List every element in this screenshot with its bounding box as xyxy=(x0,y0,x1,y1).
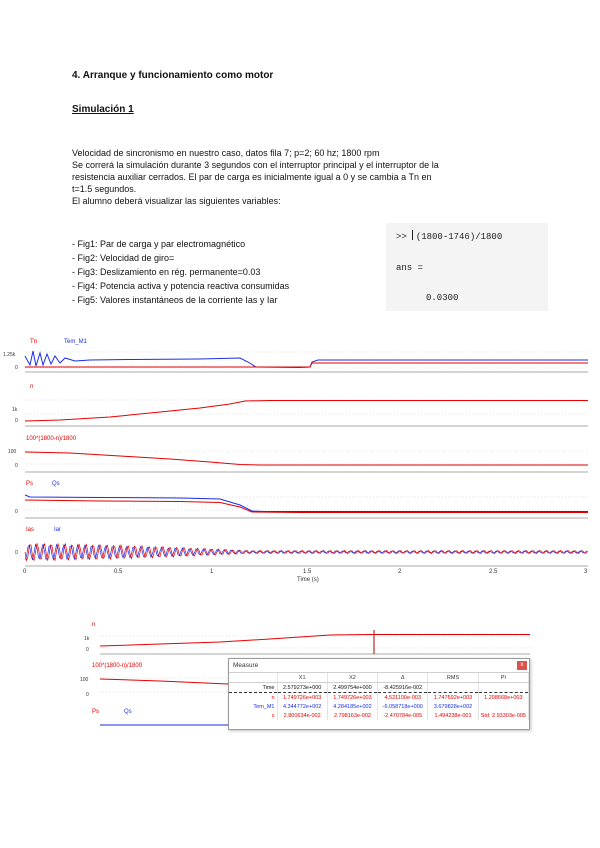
xtick-label: 2.5 xyxy=(489,569,498,575)
table-row[interactable] xyxy=(229,693,529,703)
ps-trace xyxy=(25,500,588,513)
table-cell: -6.058718e+000 xyxy=(378,702,428,711)
ytick-label: 1.25k xyxy=(3,352,16,358)
legend-tem: Tem_M1 xyxy=(64,339,88,345)
matlab-expression: (1800-1746)/1800 xyxy=(415,232,503,242)
panel-currents xyxy=(15,527,588,566)
measure-titlebar[interactable] xyxy=(229,659,529,673)
matlab-command-line xyxy=(396,230,502,242)
section-title: 4. Arranque y funcionamiento como motor xyxy=(72,70,274,81)
subtitle: Simulación 1 xyxy=(72,104,134,115)
legend-qs: Qs xyxy=(124,709,132,715)
ytick-label: 0 xyxy=(86,647,89,653)
xtick-label: 1.5 xyxy=(303,569,312,575)
ytick-label: 0 xyxy=(15,418,18,424)
text-cursor-icon xyxy=(412,230,413,240)
legend-iar: Iar xyxy=(54,527,62,533)
table-cell: 3.679828e+002 xyxy=(428,702,478,711)
matlab-prompt: >> xyxy=(396,232,407,242)
list-item: - Fig3: Deslizamiento en rég. permanente=0.03 xyxy=(72,267,261,277)
table-cell: 2.800634e-002 xyxy=(277,711,327,720)
table-cell: 2.798163e-002 xyxy=(327,711,377,720)
ytick-label: 1k xyxy=(84,636,90,642)
measure-dialog[interactable] xyxy=(228,658,530,730)
table-cell: Std: 2.93303e-005 xyxy=(478,711,528,720)
tem-trace xyxy=(25,351,588,368)
list-item: - Fig1: Par de carga y par electromagnético xyxy=(72,239,246,249)
close-icon[interactable]: x xyxy=(517,661,527,670)
qs-trace xyxy=(25,495,588,512)
paragraph-line: t=1.5 segundos. xyxy=(72,184,137,194)
col-header: RMS xyxy=(428,673,478,683)
col-header: PI xyxy=(478,673,528,683)
measure-table xyxy=(229,673,529,720)
table-cell: 2.579273e+000 xyxy=(277,683,327,693)
matlab-console-snippet xyxy=(386,223,548,311)
table-cell: 4.521100e-003 xyxy=(378,693,428,703)
legend-tn: Tn xyxy=(30,339,38,345)
zoom-panel-power xyxy=(92,709,228,725)
legend-slip: 100*(1800-n)/1800 xyxy=(26,436,77,442)
description-paragraph xyxy=(72,147,532,207)
legend-n: n xyxy=(30,384,34,390)
table-cell xyxy=(428,683,478,693)
table-cell: 1.494238e-001 xyxy=(428,711,478,720)
x-axis xyxy=(23,569,588,583)
panel-power xyxy=(15,481,588,518)
row-label: s xyxy=(229,711,277,720)
row-label: n xyxy=(229,693,277,703)
legend-ias: Ias xyxy=(26,527,35,533)
speed-trace xyxy=(25,401,588,422)
ytick-label: 0 xyxy=(86,692,89,698)
paragraph-line: resistencia auxiliar cerrados. El par de carga es inicialmente igual a 0 y se cambia a Tn en xyxy=(72,172,432,182)
list-item: - Fig5: Valores instantáneos de la corriente Ias y Iar xyxy=(72,295,278,305)
paragraph-line: Se correrá la simulación durante 3 segundos con el interruptor principal y el interruptor de la xyxy=(72,160,439,170)
paragraph-line: Velocidad de sincronismo en nuestro caso, datos fila 7; p=2; 60 hz; 1800 rpm xyxy=(72,148,380,158)
matlab-ans-value: 0.0300 xyxy=(426,293,459,303)
col-header: X1 xyxy=(277,673,327,683)
ytick-label: 0 xyxy=(15,550,18,556)
table-row[interactable] xyxy=(229,711,529,720)
xtick-label: 0 xyxy=(23,569,27,575)
table-cell: 4.284185e+002 xyxy=(327,702,377,711)
ytick-label: 100 xyxy=(80,677,89,683)
measure-title: Measure xyxy=(233,662,259,669)
table-cell: -2.470784e-005 xyxy=(378,711,428,720)
table-row[interactable] xyxy=(229,683,529,693)
col-header: Δ xyxy=(378,673,428,683)
xtick-label: 2 xyxy=(398,569,402,575)
tn-trace xyxy=(25,363,588,367)
matlab-ans-label: ans = xyxy=(396,263,424,273)
row-label: Tem_M1 xyxy=(229,702,277,711)
slip-trace xyxy=(25,452,588,465)
legend-ps: Ps xyxy=(92,709,100,715)
measure-header-row xyxy=(229,673,529,683)
slip-trace xyxy=(100,679,228,684)
ytick-label: 0 xyxy=(15,365,18,371)
table-cell xyxy=(478,683,528,693)
speed-trace xyxy=(100,635,530,647)
table-cell: 2.499754e+000 xyxy=(327,683,377,693)
panel-slip xyxy=(8,436,588,472)
table-row[interactable] xyxy=(229,702,529,711)
row-label: Time xyxy=(229,683,277,693)
paragraph-line: El alumno deberá visualizar las siguientes variables: xyxy=(72,196,281,206)
legend-ps: Ps xyxy=(26,481,34,487)
ytick-label: 0 xyxy=(15,463,18,469)
table-cell: 1.208668e+003 xyxy=(478,693,528,703)
ytick-label: 0 xyxy=(15,509,18,515)
ytick-label: 100 xyxy=(8,449,17,455)
list-item: - Fig4: Potencia activa y potencia reactiva consumidas xyxy=(72,281,290,291)
ytick-label: 1k xyxy=(12,407,18,413)
legend-slip: 100*(1800-n)/1800 xyxy=(92,663,143,669)
panel-speed xyxy=(12,384,588,426)
table-cell: 4.344772e+002 xyxy=(277,702,327,711)
panel-torque xyxy=(3,339,588,372)
col-header xyxy=(229,673,277,683)
col-header: X2 xyxy=(327,673,377,683)
xtick-label: 3 xyxy=(584,569,588,575)
zoom-panel-slip xyxy=(80,663,230,698)
xtick-label: 0.5 xyxy=(114,569,123,575)
table-cell: 1.749726e+003 xyxy=(327,693,377,703)
table-cell: -8.425916e-002 xyxy=(378,683,428,693)
xtick-label: 1 xyxy=(210,569,214,575)
figure-list xyxy=(72,237,289,307)
legend-qs: Qs xyxy=(52,481,60,487)
simulation-plot-1 xyxy=(0,330,600,590)
xaxis-label: Time (s) xyxy=(297,577,319,583)
table-cell: 1.747592e+003 xyxy=(428,693,478,703)
table-cell xyxy=(478,702,528,711)
legend-n: n xyxy=(92,622,96,628)
table-cell: 1.749726e+003 xyxy=(277,693,327,703)
zoom-panel-speed xyxy=(84,622,530,654)
list-item: - Fig2: Velocidad de giro= xyxy=(72,253,175,263)
